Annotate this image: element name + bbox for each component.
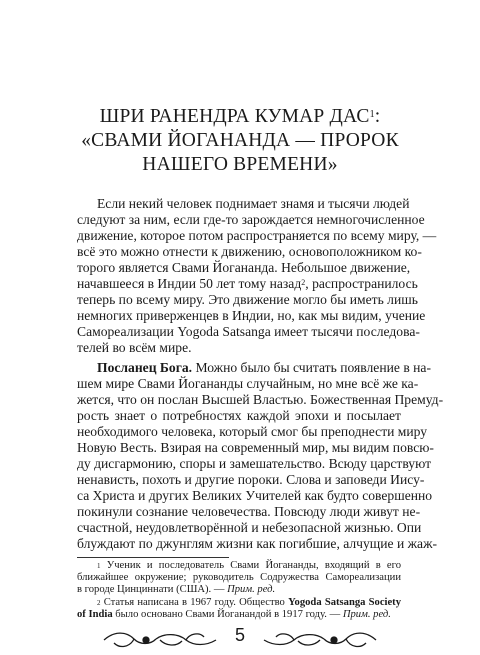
- chapter-title-line-2: «СВАМИ ЙОГАНАНДА — ПРОРОК: [81, 130, 399, 151]
- paragraph-lead-heading: Посланец Бога.: [97, 360, 193, 375]
- text-line: жется, что он послан Высшей Властью. Божественная Премуд-: [77, 392, 444, 407]
- text-line: са Христа и других Великих Учителей как будто совершенно: [77, 488, 433, 503]
- chapter-title-line-3: НАШЕГО ВРЕМЕНИ»: [142, 154, 338, 175]
- footnote-2-line: of India было основано Свами Йоганандой в 1917 году. — Прим. ред.: [77, 609, 391, 620]
- footnote-2-line: $^2$ Статья написана в 1967 году. Общество Yogoda Satsanga Society: [97, 597, 401, 608]
- text-line: всё это можно отнести к движению, основоположником ко-: [77, 244, 422, 259]
- footnote-marker: 1: [97, 562, 101, 570]
- text-line: следуют за ним, если где-то зарождается немногочисленное: [77, 212, 425, 227]
- chapter-title-line-1: ШРИ РАНЕНДРА КУМАР ДАС$^1$:: [99, 106, 381, 127]
- footnote-ref: 2: [301, 278, 306, 287]
- text-line: ду дисгармонию, споры и замешательство. Всюду царствуют: [77, 456, 432, 471]
- footnote-1-line: в городе Цинциннати (США). — Прим. ред.: [77, 584, 276, 595]
- text-line: ненависть, похоть и другие пороки. Слова и заповеди Иису-: [77, 472, 425, 487]
- text-line: необходимого человека, который смог бы преподнести миру: [77, 424, 428, 439]
- page-number: 5: [234, 625, 245, 645]
- text-line: немногих приверженцев в Индии, но, как мы видим, учение: [77, 308, 426, 323]
- text-line: счастной, неудовлетворённой и небезопасной жизнью. Опи: [77, 520, 422, 535]
- footnote-1-line: $^1$ Ученик и последователь Свами Йогананды, входящий в его: [97, 560, 401, 571]
- text-line: теперь по всему миру. Это движение могло бы иметь лишь: [77, 292, 418, 307]
- text-line: покинули сознание человечества. Повсюду люди живут не-: [77, 504, 421, 519]
- editor-note: Прим. ред.: [342, 609, 391, 620]
- text-line: торого является Свами Йогананда. Небольшое движение,: [77, 260, 411, 275]
- text-line: блуждают по джунглям жизни как погибшие, алчущие и жаж-: [77, 536, 438, 551]
- footnote-marker: 2: [97, 599, 101, 607]
- text-line: Посланец Бога. Можно было бы считать появление в на-: [97, 360, 431, 375]
- text-line: шем мире Свами Йогананды случайным, но мне всё же ка-: [77, 376, 419, 391]
- footnote-1-line: ближайшее окружение; руководитель Содружества Самореализации: [77, 572, 401, 583]
- text-line: телей во всём мире.: [77, 340, 192, 355]
- text-line: Если некий человек поднимает знамя и тысячи людей: [97, 196, 410, 211]
- text-line: Самореализации Yogoda Satsanga имеет тысячи последова-: [77, 324, 420, 339]
- text-line: движение, которое потом распространяется по всему миру, —: [77, 228, 437, 243]
- text-line: Новую Весть. Взирая на современный мир, мы видим повсю-: [77, 440, 434, 455]
- footnote-separator: [77, 557, 229, 558]
- text-line: начавшееся в Индии 50 лет тому назад$^2$, распространилось: [77, 276, 418, 291]
- editor-note: Прим. ред.: [227, 584, 276, 595]
- text-line: рость знает о потребностях каждой эпохи и посылает: [77, 408, 401, 423]
